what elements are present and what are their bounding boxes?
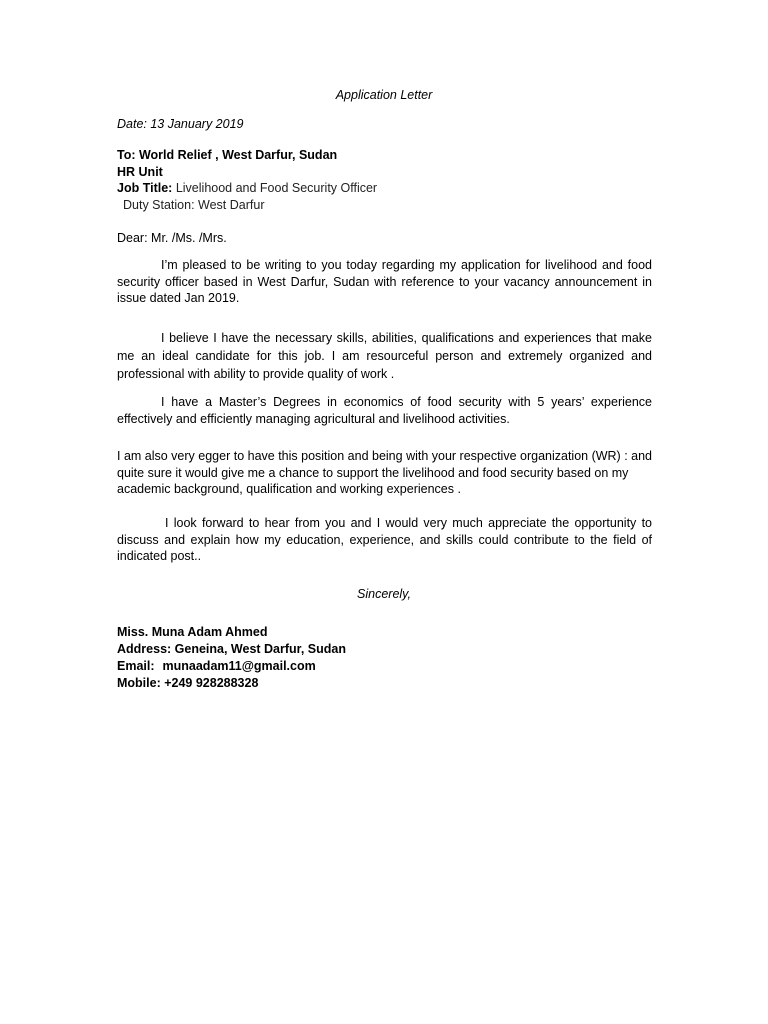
paragraph-2-text: I believe I have the necessary skills, abilities, qualifications and experiences that make me an ideal candidate for this job. I am resourceful person and extremely organized and professional with ability to provide quality of work . [117,331,652,381]
closing: Sincerely, [357,587,411,601]
recipient-block [117,147,657,213]
signer-name: Miss. Muna Adam Ahmed [117,625,268,639]
job-title-value: Livelihood and Food Security Officer [175,181,378,195]
paragraph-3-text: I have a Master’s Degrees in economics of food security with 5 years’ experience effectively and efficiently managing agricultural and livelihood activities. [117,395,652,426]
paragraph-4: I am also very egger to have this position and being with your respective organization (WR) : and quite sure it would give me a chance to support the livelihood and food security based on my academic background, qualification and working experiences . [117,449,652,496]
signer-address: Address: Geneina, West Darfur, Sudan [117,642,346,656]
job-title-label: Job Title: [117,181,173,195]
paragraph-5 [117,515,652,565]
paragraph-1 [117,257,652,307]
letter-title: Application Letter [335,88,433,102]
email-label: Email: [117,659,155,673]
duty-station: Duty Station: West Darfur [123,197,265,212]
signer-mobile: Mobile: +249 928288328 [117,676,259,690]
job-title-line [117,180,657,197]
recipient-to: To: World Relief , West Darfur, Sudan [117,148,338,162]
paragraph-2 [117,329,652,383]
email-value: munaadam11@gmail.com [162,659,316,673]
paragraph-3 [117,394,652,427]
salutation: Dear: Mr. /Ms. /Mrs. [117,231,227,245]
paragraph-1-text: I’m pleased to be writing to you today regarding my application for livelihood and food security officer based in West Darfur, Sudan with reference to your vacancy announcement in issue dated Jan 2019. [117,258,652,305]
letter-date: Date: 13 January 2019 [117,117,244,131]
recipient-unit: HR Unit [117,164,163,179]
signature-block [117,624,346,692]
paragraph-5-text: I look forward to hear from you and I would very much appreciate the opportunity to discuss and explain how my education, experience, and skills could contribute to the field of indicated post.. [117,516,652,563]
signer-email [117,658,346,675]
